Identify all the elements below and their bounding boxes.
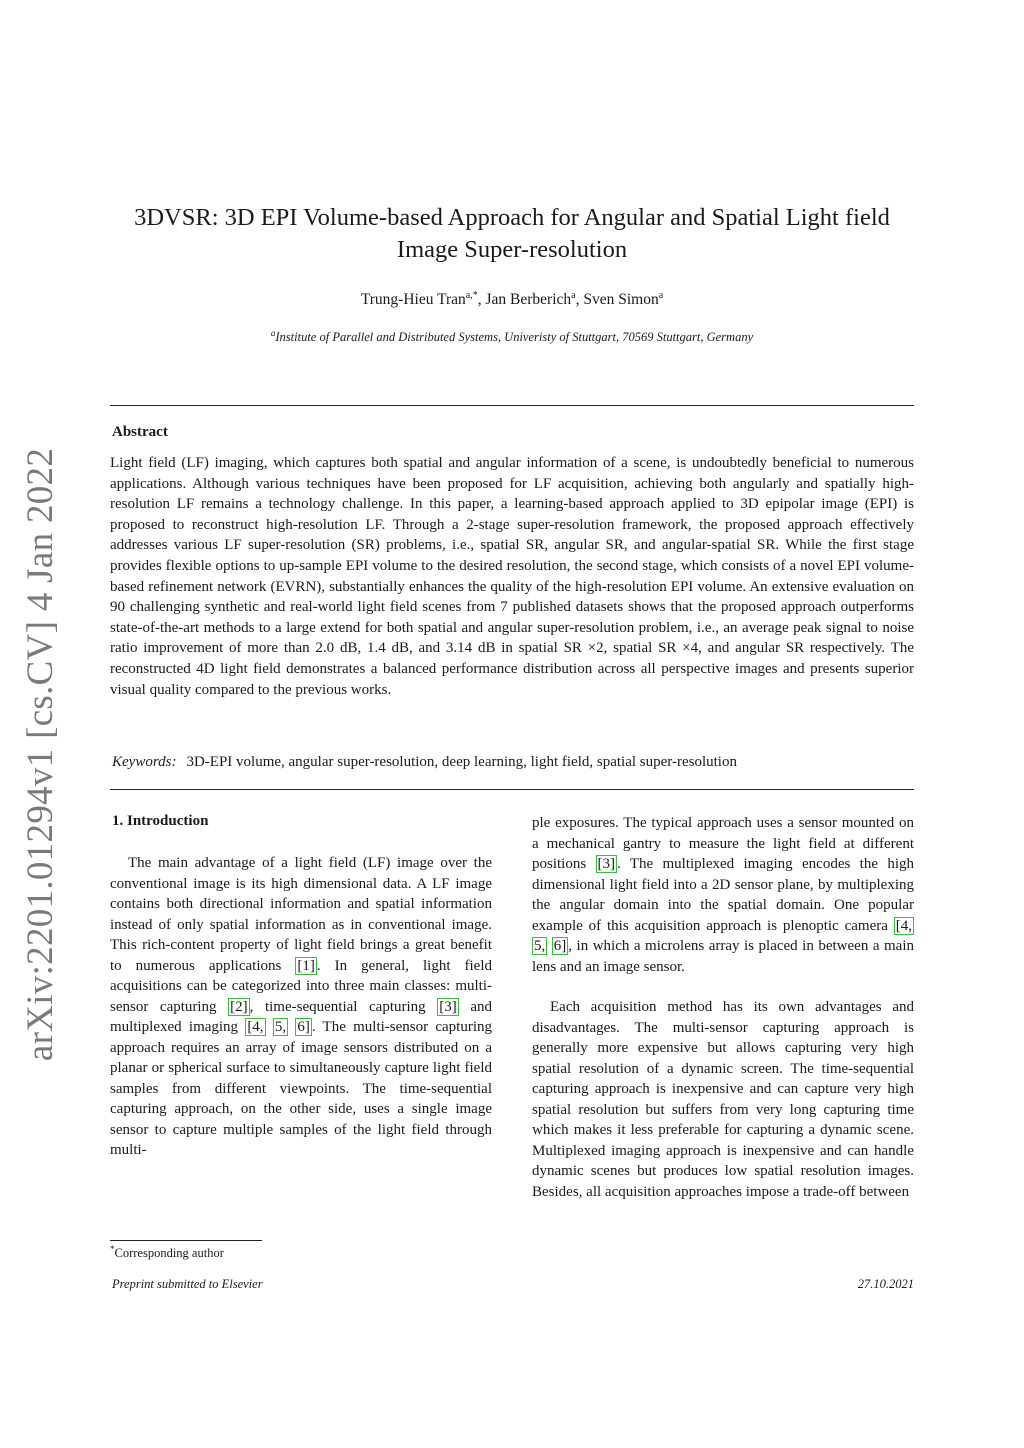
citation-link[interactable]: [3] — [597, 856, 616, 872]
affiliation-text: Institute of Parallel and Distributed Systems, Univeristy of Stuttgart, 70569 Stuttgart, Germany — [275, 330, 754, 345]
citation-link[interactable]: 6] — [297, 1019, 310, 1035]
paper-title: 3DVSR: 3D EPI Volume-based Approach for Angular and Spatial Light field Image Super-resolution — [134, 204, 890, 263]
citation-link[interactable]: [4, — [895, 917, 912, 934]
citation-link[interactable]: 5, — [274, 1019, 287, 1035]
text-run: . In general, light field acquisitions can be categorized into three main classes: multi-sensor capturing — [110, 957, 493, 1015]
author-name: Trung-Hieu Tran — [360, 291, 466, 309]
footnote-rule — [110, 1240, 262, 1241]
footnote-text: Corresponding author — [114, 1246, 224, 1261]
footnote-mark: * — [110, 1244, 115, 1254]
author-separator: , — [477, 291, 486, 309]
text-run: , time-sequential capturing — [249, 998, 438, 1015]
author-separator: , — [575, 291, 584, 309]
text-run — [266, 1019, 273, 1035]
author-list — [110, 290, 914, 309]
author-affiliation-mark: a — [571, 290, 576, 301]
intro-paragraph-1 — [110, 853, 492, 1161]
right-column — [532, 813, 914, 1202]
intro-paragraph-1-continued — [532, 813, 914, 977]
citation-link[interactable]: [4, — [247, 1019, 264, 1035]
affiliation-mark: a — [270, 328, 276, 338]
author-name: Sven Simon — [583, 291, 659, 309]
text-run: The main advantage of a light field (LF) image over the conventional image is its high dimensional data. A LF image contains both directional information and spatial information instead of only spatial information as in conventional image. This rich-content property of light field brings a great benefit to numerous applications — [110, 855, 492, 974]
affiliation — [110, 328, 914, 345]
text-run: and multiplexed imaging — [110, 998, 492, 1035]
abstract-heading: Abstract — [112, 424, 168, 440]
text-run: . The multiplexed imaging encodes the high dimensional light field into a 2D sensor plane, by multiplexing the angular domain into the spatial domain. One popular example of this acquisition approach is plenoptic camera — [532, 856, 914, 934]
keywords-label: Keywords: — [112, 754, 177, 770]
keywords-text: 3D-EPI volume, angular super-resolution, deep learning, light field, spatial super-resolution — [186, 754, 737, 770]
left-column — [110, 853, 492, 1161]
preprint-note: Preprint submitted to Elsevier — [112, 1277, 263, 1291]
intro-paragraph-2: Each acquisition method has its own advantages and disadvantages. The multi-sensor capturing approach is generally more expensive but allows capturing very high spatial resolution of a dynamic screen. The time-sequential capturing approach is inexpensive and can capture very high spatial resolution but suffers from very long capturing time which makes it less preferable for capturing a dynamic scene. Multiplexed imaging approach is inexpensive and can handle dynamic scenes but produces low spatial resolution images. Besides, all acquisition approaches impose a trade-off between — [532, 999, 914, 1200]
author-affiliation-mark: a,* — [465, 290, 478, 301]
citation-link[interactable]: 5, — [534, 938, 546, 954]
keywords-line — [112, 754, 912, 771]
citation-link[interactable]: 6] — [553, 938, 567, 954]
text-run: , in which a microlens array is placed in between a main lens and an image sensor. — [532, 938, 914, 975]
arxiv-side-stamp — [14, 447, 68, 1061]
abstract-body: Light field (LF) imaging, which captures both spatial and angular information of a scene, is undoubtedly beneficial to numerous applications. Although various techniques have been proposed for LF acquisition, achieving both angularly and spatially high-resolution LF remains a technology challenge. In this paper, a learning-based approach applied to 3D epipolar image (EPI) is proposed to reconstruct high-resolution LF. Through a 2-stage super-resolution framework, the proposed approach effectively addresses various LF super-resolution (SR) problems, i.e., spatial SR, angular SR, and angular-spatial SR. While the first stage provides flexible options to up-sample EPI volume to the desired resolution, the second stage, which consists of a novel EPI volume-based refinement network (EVRN), substantially enhances the quality of the high-resolution EPI volume. An extensive evaluation on 90 challenging synthetic and real-world light field scenes from 7 published datasets shows that the proposed approach outperforms state-of-the-art methods to a large extend for both spatial and angular super-resolution problem, i.e., an average peak signal to noise ratio improvement of more than 2.0 dB, 1.4 dB, and 3.14 dB in spatial SR ×2, spatial SR ×4, and angular SR respectively. The reconstructed 4D light field demonstrates a balanced performance distribution across all perspective images and presents superior visual quality compared to the previous works. — [110, 455, 914, 698]
arxiv-id-text: arXiv:2201.01294v1 [cs.CV] 4 Jan 2022 — [20, 447, 62, 1061]
citation-link[interactable]: [2] — [230, 998, 248, 1015]
text-run: . The multi-sensor capturing approach requires an array of image sensors distributed on a planar or spherical surface to simultaneously capture light field samples from different viewpoints. The time-sequential capturing approach, on the other side, uses a single image sensor to capture multiple samples of the light field through multi- — [110, 1019, 492, 1158]
section-heading-introduction: 1. Introduction — [112, 813, 209, 829]
top-rule — [110, 405, 914, 406]
preprint-date: 27.10.2021 — [857, 1277, 914, 1291]
text-run: ple exposures. The typical approach uses a sensor mounted on a mechanical gantry to measure the light field at different positions — [532, 815, 914, 872]
author-name: Jan Berberich — [485, 291, 572, 309]
citation-link[interactable]: [1] — [297, 957, 315, 974]
footnote — [110, 1244, 224, 1261]
bottom-rule — [110, 789, 914, 790]
citation-link[interactable]: [3] — [439, 998, 457, 1015]
author-affiliation-mark: a — [658, 290, 664, 301]
